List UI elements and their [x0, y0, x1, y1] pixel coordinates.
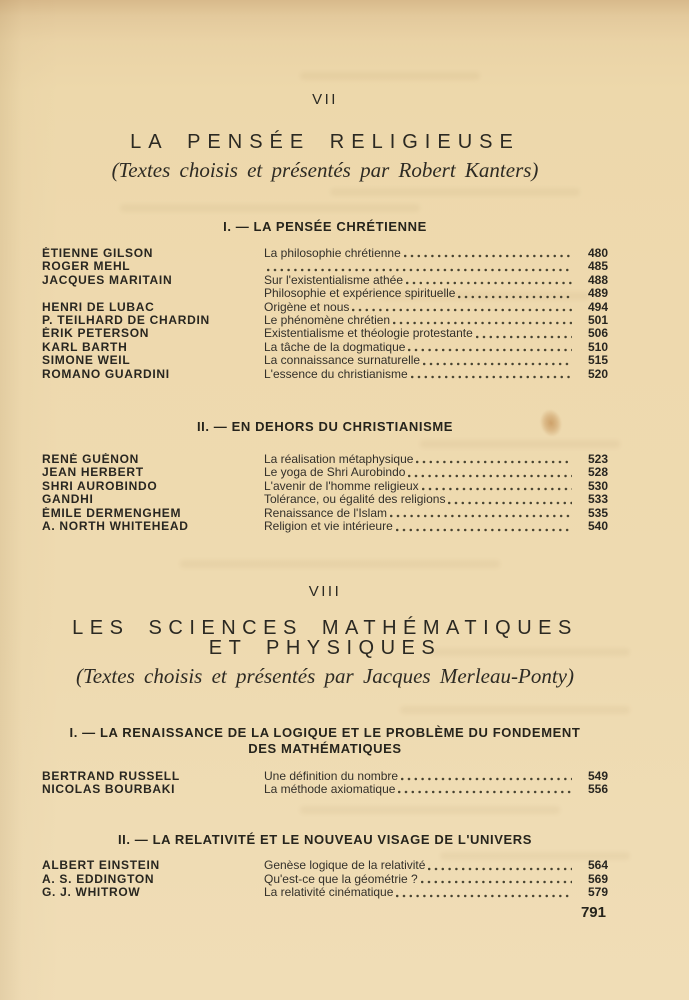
entry-title-leader — [264, 873, 576, 886]
entry-page-number: 540 — [587, 519, 608, 534]
entry-page-number: 485 — [587, 259, 608, 274]
entry-page-number: 520 — [587, 366, 608, 381]
entry-title: Sur l'existentialisme athée — [264, 272, 404, 287]
entry-title: Existentialisme et théologie protestante — [264, 326, 473, 341]
entry-author: KARL BARTH — [42, 340, 128, 354]
dot-leader — [398, 790, 572, 794]
dot-leader — [428, 867, 572, 871]
chapter-numeral: VIII — [308, 582, 342, 600]
toc-entry — [42, 287, 608, 300]
entry-page-number: 488 — [587, 272, 608, 287]
entry-page-number: 515 — [587, 353, 608, 368]
toc-entry — [42, 327, 608, 340]
chapter-title — [42, 618, 608, 658]
dot-leader — [396, 528, 572, 532]
entry-author: BERTRAND RUSSELL — [42, 769, 180, 783]
dot-leader — [416, 460, 572, 464]
section-vii — [42, 92, 608, 534]
entry-author: RENÉ GUÉNON — [42, 453, 140, 467]
chapter-title — [42, 132, 608, 152]
entry-title-leader — [264, 354, 576, 367]
toc-entry — [42, 368, 608, 381]
entry-title-leader — [264, 314, 576, 327]
entries-list — [42, 859, 608, 899]
entry-title: Qu'est-ce que la géométrie ? — [264, 871, 418, 886]
part-heading-line: I. — LA RENAISSANCE DE LA LOGIQUE ET LE PROBLÈME DU FONDEMENT — [69, 724, 581, 740]
entry-title: L'essence du christianisme — [264, 366, 408, 381]
entry-title-leader — [264, 287, 576, 300]
page-number: 791 — [580, 903, 606, 921]
dot-leader — [404, 254, 572, 258]
dot-leader — [408, 474, 572, 478]
entry-page-number: 564 — [587, 858, 608, 873]
entry-title: La connaissance surnaturelle — [264, 353, 421, 368]
toc-entry — [42, 493, 608, 506]
entry-title: L'avenir de l'homme religieux — [264, 478, 419, 493]
entry-title: La méthode axiomatique — [264, 781, 396, 796]
entry-title: Une définition du nombre — [264, 768, 399, 783]
entry-title: Le yoga de Shri Aurobindo — [264, 465, 406, 480]
dot-leader — [408, 348, 572, 352]
entry-page-number: 480 — [587, 246, 608, 260]
toc-entry — [42, 783, 608, 796]
dot-leader — [423, 362, 572, 366]
toc-entry — [42, 247, 608, 260]
entry-page-number: 533 — [587, 492, 608, 507]
part-heading — [42, 219, 608, 234]
entry-title: Religion et vie intérieure — [264, 519, 393, 534]
dot-leader — [396, 894, 572, 898]
entry-title-leader — [264, 859, 576, 872]
entries-list — [42, 247, 608, 381]
chapter-title-line: LA PENSÉE RELIGIEUSE — [130, 131, 520, 153]
entry-page-number: 530 — [587, 478, 608, 493]
toc-entry — [42, 260, 608, 273]
part-heading — [42, 832, 608, 847]
entry-author: A. S. EDDINGTON — [42, 872, 155, 886]
entry-page-number: 501 — [587, 313, 608, 328]
chapter-numeral: VII — [312, 91, 338, 108]
toc-entry — [42, 480, 608, 493]
toc-entry — [42, 466, 608, 479]
part-heading-line: II. — LA RELATIVITÉ ET LE NOUVEAU VISAGE DE L'UNIVERS — [117, 832, 533, 848]
entry-page-number: 494 — [587, 299, 608, 314]
entry-author: ÉTIENNE GILSON — [42, 247, 154, 260]
part-heading — [42, 419, 608, 434]
entry-title: Genèse logique de la relativité — [264, 858, 426, 873]
entry-author: ÉMILE DERMENGHEM — [42, 506, 182, 520]
entry-title: Le phénomène chrétien — [264, 313, 391, 328]
entry-author: JEAN HERBERT — [42, 466, 144, 480]
dot-leader — [411, 375, 572, 379]
entry-title-leader — [264, 466, 576, 479]
toc-entry — [42, 341, 608, 354]
toc-entry — [42, 314, 608, 327]
entry-title-leader — [264, 301, 576, 314]
entry-page-number: 549 — [587, 768, 608, 783]
entry-author: ROMANO GUARDINI — [42, 367, 170, 381]
dot-leader — [390, 514, 572, 518]
dot-leader — [267, 268, 572, 272]
entry-title: La philosophie chrétienne — [264, 246, 401, 260]
toc-entry — [42, 859, 608, 872]
entry-title-leader — [264, 480, 576, 493]
part-heading — [42, 725, 608, 758]
dot-leader — [448, 501, 572, 505]
entry-author: P. TEILHARD DE CHARDIN — [42, 314, 210, 328]
chapter-title-line: ET PHYSIQUES — [208, 636, 442, 659]
entry-page-number: 556 — [587, 781, 608, 796]
toc-content — [42, 0, 608, 921]
chapter-subtitle: (Textes choisis et présentés par Jacques Merleau-Ponty) — [76, 663, 574, 688]
toc-entry — [42, 520, 608, 533]
toc-entry — [42, 873, 608, 886]
entry-author: ROGER MEHL — [42, 260, 131, 274]
dot-leader — [352, 308, 572, 312]
entry-author: HENRI DE LUBAC — [42, 300, 155, 314]
entry-title-leader — [264, 327, 576, 340]
dot-leader — [458, 295, 572, 299]
toc-entry — [42, 507, 608, 520]
entry-title-leader — [264, 274, 576, 287]
entry-title-leader — [264, 247, 576, 260]
entry-title-leader — [264, 770, 576, 783]
chapter-subtitle: (Textes choisis et présentés par Robert Kanters) — [111, 158, 539, 182]
section-viii — [42, 584, 608, 900]
entry-page-number: 528 — [587, 465, 608, 480]
dot-leader — [476, 335, 572, 339]
entry-title: Philosophie et expérience spirituelle — [264, 286, 456, 301]
toc-entry — [42, 274, 608, 287]
entries-list — [42, 770, 608, 797]
toc-entry — [42, 301, 608, 314]
entry-title: Renaissance de l'Islam — [264, 505, 388, 520]
entry-title: Tolérance, ou égalité des religions — [264, 492, 446, 507]
part-heading-line: II. — EN DEHORS DU CHRISTIANISME — [196, 419, 454, 435]
toc-entry — [42, 354, 608, 367]
entry-author: SIMONE WEIL — [42, 354, 131, 368]
entry-author: GANDHI — [42, 493, 94, 507]
entry-title-leader — [264, 341, 576, 354]
entry-title: La réalisation métaphysique — [264, 452, 414, 467]
entry-title: La tâche de la dogmatique — [264, 339, 406, 354]
entry-page-number: 523 — [587, 452, 608, 467]
entry-title: Origène et nous — [264, 299, 350, 314]
entry-author: SHRI AUROBINDO — [42, 479, 158, 493]
entry-title-leader — [264, 260, 576, 273]
toc-entry — [42, 453, 608, 466]
part-heading-line: DES MATHÉMATIQUES — [248, 741, 402, 756]
dot-leader — [422, 487, 572, 491]
entry-page-number: 579 — [587, 885, 608, 900]
entry-author: JACQUES MARITAIN — [42, 273, 173, 287]
entry-title: La relativité cinématique — [264, 885, 394, 900]
entry-author — [42, 287, 264, 300]
entry-title-leader — [264, 453, 576, 466]
entry-title-leader — [264, 493, 576, 506]
entry-page-number: 569 — [587, 871, 608, 886]
entry-title-leader — [264, 368, 576, 381]
dot-leader — [393, 321, 572, 325]
toc-entry — [42, 770, 608, 783]
entry-title-leader — [264, 783, 576, 796]
entry-page-number: 506 — [587, 326, 608, 341]
entry-author: G. J. WHITROW — [42, 886, 141, 900]
entry-author: NICOLAS BOURBAKI — [42, 782, 176, 796]
chapter-title-line: LES SCIENCES MATHÉMATIQUES — [72, 616, 578, 639]
entry-author: ALBERT EINSTEIN — [42, 859, 160, 873]
entry-title-leader — [264, 520, 576, 533]
entry-page-number: 510 — [587, 339, 608, 354]
dot-leader — [406, 281, 572, 285]
part-heading-line: I. — LA PENSÉE CHRÉTIENNE — [223, 219, 427, 234]
entry-title-leader — [264, 886, 576, 899]
entry-page-number: 535 — [587, 505, 608, 520]
entry-author: ÉRIK PETERSON — [42, 327, 150, 341]
entries-list — [42, 453, 608, 533]
dot-leader — [401, 777, 572, 781]
dot-leader — [421, 880, 572, 884]
entry-title-leader — [264, 507, 576, 520]
entry-page-number: 489 — [587, 286, 608, 301]
entry-author: A. NORTH WHITEHEAD — [42, 520, 189, 534]
toc-entry — [42, 886, 608, 899]
